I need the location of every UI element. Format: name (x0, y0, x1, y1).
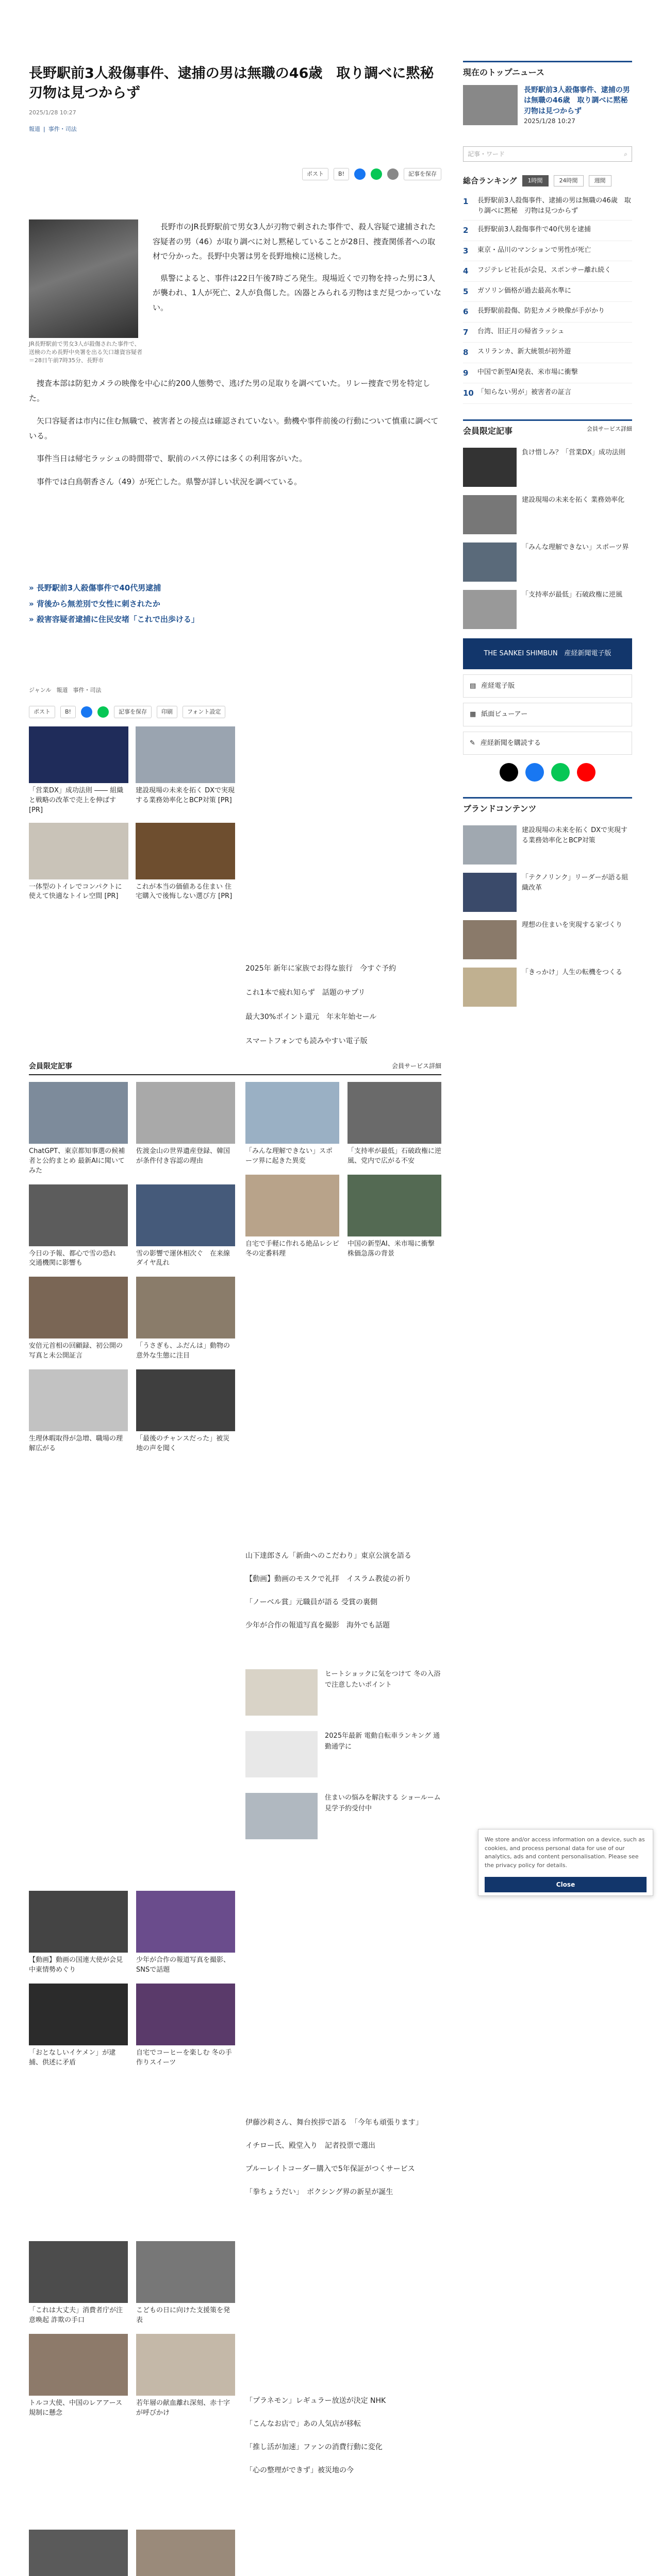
tab-24h[interactable]: 24時間 (554, 175, 584, 187)
x-icon[interactable] (500, 763, 518, 782)
member-card[interactable]: 生理休暇取得が急増、職場の理解広がる (29, 1369, 128, 1454)
ad-link[interactable]: これ1本で疲れ知らず 話題のサプリ (245, 989, 366, 997)
member-card[interactable]: 自宅でコーヒーを楽しむ 冬の手作りスイーツ (136, 1984, 235, 2068)
text-link-list (245, 2396, 441, 2488)
paragraph: 矢口容疑者は市内に住む無職で、被害者との接点は確認されていない。動機や事件前後の行動について慎重に調べている。 (29, 416, 439, 440)
member-card[interactable]: 「最後のチャンスだった」被災地の声を聞く (136, 1369, 235, 1454)
text-link[interactable]: 「こんなお店で」あの人気店が移転 (245, 2420, 361, 2428)
brand-item[interactable]: 理想の住まいを実現する家づくり (463, 916, 632, 963)
category-link[interactable]: 事件・司法 (48, 126, 77, 133)
ad-link[interactable]: 2025年 新年に家族でお得な旅行 今すぐ予約 (245, 964, 396, 973)
member-grid-2 (29, 1891, 235, 2067)
tab-week[interactable]: 週間 (589, 175, 611, 187)
member-card[interactable]: 「みんな理解できない」スポーツ界に起きた異変 (245, 1082, 339, 1166)
paragraph: 県警によると、事件は22日午後7時ごろ発生。現場近くで刃物を持った男に3人が襲われ、1人が死亡、2人が負傷した。凶器とみられる刃物はまだ見つかっていない。 (153, 273, 441, 312)
text-link[interactable]: 「拳ちょうだい」 ボクシング界の新星が誕生 (245, 2188, 393, 2196)
search-input[interactable]: 記事・ワード ⌕ (463, 146, 632, 162)
related-link[interactable]: » 長野駅前3人殺傷事件で40代男逮捕 (29, 583, 161, 592)
text-link[interactable]: 「心の整理ができず」被災地の今 (245, 2466, 354, 2475)
member-grid-3 (29, 2241, 235, 2418)
article-lead (153, 219, 441, 322)
ranking-item[interactable]: 6 長野駅前殺傷、防犯カメラ映像が手がかり (463, 302, 632, 323)
side-member-item[interactable]: 負け惜しみ？「営業DX」成功法則 (463, 444, 632, 491)
ranking-header: 総合ランキング 1時間 24時間 週間 (463, 175, 632, 187)
member-card[interactable] (29, 2530, 128, 2576)
text-link[interactable]: 「プラネモン」レギュラー放送が決定 NHK (245, 2397, 386, 2405)
member-card[interactable]: 佐渡金山の世界遺産登録、韓国が条件付き容認の理由 (136, 1082, 235, 1176)
promo-item[interactable]: 住まいの悩みを解決する ショールーム見学予約受付中 (245, 1793, 441, 1839)
tab-1h[interactable]: 1時間 (522, 175, 549, 187)
article-title: 長野駅前3人殺傷事件、逮捕の男は無職の46歳 取り調べに黙秘 刃物は見つからず (29, 65, 448, 101)
member-card[interactable]: トルコ大使、中国のレアアース規制に懸念 (29, 2334, 128, 2418)
ad-link[interactable]: 最大30%ポイント還元 年末年始セール (245, 1013, 377, 1021)
member-card[interactable]: 「これは大丈夫」消費者庁が注意喚起 詐欺の手口 (29, 2241, 128, 2326)
member-card[interactable]: 中国の新型AI、米市場に衝撃 株価急落の背景 (347, 1175, 441, 1259)
mail-icon[interactable] (387, 168, 399, 180)
viewer-icon: ▦ (470, 710, 476, 719)
save-button[interactable]: 記事を保存 (114, 706, 152, 718)
sidebar-heading: ブランドコンテンツ (463, 797, 632, 815)
subscribe-icon: ✎ (470, 739, 475, 747)
member-card[interactable]: 雪の影響で運休相次ぐ 在来線ダイヤ乱れ (136, 1184, 235, 1269)
member-card[interactable]: 自宅で手軽に作れる絶品レシピ 冬の定番料理 (245, 1175, 339, 1259)
ranking-item[interactable]: 7 台湾、旧正月の帰省ラッシュ (463, 323, 632, 343)
brand-item[interactable]: 「テクノリンク」リーダーが語る組織改革 (463, 869, 632, 916)
photo-caption: JR長野駅前で男女3人が殺傷された事件で、送検のため長野中央署を出る矢口雄資容疑者＝28日午前7時35分、長野市 (29, 341, 142, 364)
newspaper-icon: ▤ (470, 682, 476, 690)
ranking-item[interactable]: 8 スリランカ、新大統領が初外遊 (463, 343, 632, 363)
member-card[interactable]: 今日の予報、都心で雪の恐れ 交通機関に影響も (29, 1184, 128, 1269)
text-link[interactable]: イチロー氏、殿堂入り 記者投票で選出 (245, 2142, 375, 2150)
promo-item[interactable]: 2025年最新 電動自転車ランキング 通勤通学に (245, 1731, 441, 1777)
article-photo[interactable] (29, 219, 138, 338)
ad-text-links (245, 963, 441, 1060)
text-link[interactable]: 【動画】動画のモスクで礼拝 イスラム教徒の祈り (245, 1575, 411, 1583)
sankei-banner[interactable]: THE SANKEI SHIMBUN 産経新聞電子版 (463, 638, 632, 669)
brand-item[interactable]: 「きっかけ」人生の転機をつくる (463, 963, 632, 1011)
facebook-icon[interactable] (525, 763, 544, 782)
hatena-button[interactable]: B! (334, 168, 349, 180)
member-card[interactable]: 「おとなしいイケメン」が逮捕、供述に矛盾 (29, 1984, 128, 2068)
member-card[interactable]: 少年が合作の報道写真を撮影、SNSで話題 (136, 1891, 235, 1975)
tag-list: ジャンル 報道 事件・司法 (29, 686, 102, 695)
line-icon[interactable] (551, 763, 570, 782)
tag-link[interactable]: 事件・司法 (73, 687, 102, 693)
side-member-list (463, 444, 632, 633)
save-button[interactable]: 記事を保存 (404, 168, 441, 180)
ad-card[interactable]: これが本当の価値ある住まい 住宅購入で後悔しない選び方 [PR] (136, 823, 235, 902)
ranking-list (463, 192, 632, 404)
sidebar-heading: 現在のトップニュース (463, 61, 632, 79)
member-card[interactable]: ChatGPT、東京都知事選の候補者と公約まとめ 最新AIに聞いてみた (29, 1082, 128, 1176)
ranking-item[interactable]: 9 中国で新型AI発表、米市場に衝撃 (463, 363, 632, 384)
paragraph: 捜査本部は防犯カメラの映像を中心に約200人態勢で、逃げた男の足取りを調べていた。リレー捜査で男を特定した。 (29, 379, 431, 403)
ranking-item[interactable]: 2 長野駅前3人殺傷事件で40代男を逮捕 (463, 221, 632, 241)
article-body (29, 376, 441, 497)
line-icon[interactable] (371, 168, 382, 180)
sns-row (463, 763, 632, 782)
member-grid (29, 1082, 235, 1454)
paragraph: 事件当日は帰宅ラッシュの時間帯で、駅前のバス停には多くの利用客がいた。 (37, 454, 307, 463)
paragraph: 事件では白鳥朝香さん（49）が死亡した。県警が詳しい状況を調べている。 (37, 477, 302, 486)
related-link[interactable]: » 殺害容疑者逮捕に住民安堵「これで出歩ける」 (29, 615, 199, 624)
member-card[interactable]: 安倍元首相の回顧録、初公開の写真と未公開証言 (29, 1277, 128, 1361)
more-link[interactable]: 会員サービス詳細 (587, 425, 632, 432)
ranking-item[interactable]: 1 長野駅前3人殺傷事件、逮捕の男は無職の46歳 取り調べに黙秘 刃物は見つからず (463, 192, 632, 221)
member-grid-4 (29, 2530, 235, 2576)
member-card[interactable]: 「うさぎも、ふだんは」動物の意外な生態に注目 (136, 1277, 235, 1361)
member-card[interactable]: 【動画】動画の国連大使が会見 中東情勢めぐり (29, 1891, 128, 1975)
youtube-icon[interactable] (577, 763, 595, 782)
ranking-item[interactable]: 10 「知らない男が」被害者の証言 (463, 383, 632, 404)
close-button[interactable]: Close (485, 1877, 647, 1892)
ranking-item[interactable]: 3 東京・品川のマンションで男性が死亡 (463, 241, 632, 262)
member-grid-right (245, 1082, 441, 1259)
side-link[interactable]: ▤ 産経電子版 (463, 674, 632, 698)
line-icon[interactable] (97, 706, 109, 718)
sidebar-heading: 会員限定記事 会員サービス詳細 (463, 419, 632, 437)
post-button[interactable]: ポスト (29, 706, 55, 718)
member-card[interactable]: 若年層の献血離れ深刻、赤十字が呼びかけ (136, 2334, 235, 2418)
side-member-item[interactable]: 建設現場の未来を拓く 業務効率化 (463, 491, 632, 538)
side-member-item[interactable]: 「みんな理解できない」スポーツ界 (463, 538, 632, 586)
search-icon[interactable]: ⌕ (624, 150, 627, 158)
post-button[interactable]: ポスト (302, 168, 328, 180)
related-links (29, 582, 441, 630)
sidebar (463, 61, 635, 1011)
paragraph: 長野市のJR長野駅前で男女3人が刃物で刺された事件で、殺人容疑で逮捕された容疑者の男（46）が取り調べに対し黙秘していることが28日、捜査関係者への取材で分かった。長野中央署は男を長野地検に送検した。 (153, 222, 436, 261)
text-link[interactable]: 山下達郎さん「新曲へのこだわり」東京公演を語る (245, 1552, 411, 1560)
cookie-popup: We store and/or access information on a device, such as cookies, and process personal data for use of our analytics, ads and content personalisation. Please see the privacy policy for details. Close (478, 1829, 653, 1896)
related-link[interactable]: » 背後から無差別で女性に刺されたか (29, 599, 160, 608)
facebook-icon[interactable] (81, 706, 92, 718)
text-link-list (245, 1551, 441, 1643)
text-link[interactable]: 「ノーベル賞」元職員が語る 受賞の裏側 (245, 1598, 378, 1606)
hatena-button[interactable]: B! (60, 706, 76, 718)
brand-item[interactable]: 建設現場の未来を拓く DXで実現する業務効率化とBCP対策 (463, 821, 632, 869)
font-setting-button[interactable]: フォント設定 (183, 706, 225, 718)
member-card[interactable]: 「支持率が最低」石破政権に逆風、党内で広がる不安 (347, 1082, 441, 1166)
brand-list (463, 821, 632, 1011)
text-link[interactable]: 少年が合作の報道写真を撮影 海外でも話題 (245, 1621, 390, 1630)
ranking-item[interactable]: 4 フジテレビ社長が会見、スポンサー離れ続く (463, 261, 632, 282)
ad-card[interactable]: 「営業DX」成功法則 ―― 組織と戦略の改革で売上を伸ばす [PR] (29, 726, 128, 816)
member-card[interactable]: こどもの日に向けた支援策を発表 (136, 2241, 235, 2326)
text-link[interactable]: 伊藤沙莉さん、舞台挨拶で語る 「今年も頑張ります」 (245, 2119, 423, 2127)
ranking-item[interactable]: 5 ガソリン価格が過去最高水準に (463, 282, 632, 302)
print-button[interactable]: 印刷 (157, 706, 177, 718)
top-news-item[interactable]: 長野駅前3人殺傷事件、逮捕の男は無職の46歳 取り調べに黙秘 刃物は見つからず 2025/1/28 10:27 (463, 85, 632, 126)
share-bar-bottom (29, 706, 441, 718)
tag-link[interactable]: 報道 (56, 687, 68, 693)
text-link[interactable]: 「推し活が加速」ファンの消費行動に変化 (245, 2443, 383, 2451)
category-link[interactable]: 報道 (29, 126, 40, 133)
side-link[interactable]: ✎ 産経新聞を購読する (463, 732, 632, 755)
side-link[interactable]: ▦ 紙面ビューアー (463, 703, 632, 726)
more-link[interactable]: 会員サービス詳細 (391, 1062, 441, 1070)
share-bar (302, 168, 441, 180)
facebook-icon[interactable] (354, 168, 366, 180)
article-categories: 報道 | 事件・司法 (29, 125, 441, 134)
section-header: 会員限定記事 会員サービス詳細 (29, 1061, 441, 1075)
ad-card[interactable]: 一体型のトイレでコンパクトに使えて快適なトイレ空間 [PR] (29, 823, 128, 902)
promo-item[interactable]: ヒートショックに気をつけて 冬の入浴で注意したいポイント (245, 1669, 441, 1716)
ad-card[interactable]: 建設現場の未来を拓く DXで実現する業務効率化とBCP対策 [PR] (136, 726, 235, 816)
ad-link[interactable]: スマートフォンでも読みやすい電子版 (245, 1037, 368, 1045)
text-link-list (245, 2117, 441, 2210)
text-link[interactable]: プルーレイトコーダー購入で5年保証がつくサービス (245, 2165, 415, 2173)
ad-grid (29, 726, 235, 902)
article-date: 2025/1/28 10:27 (29, 109, 76, 116)
member-card[interactable] (136, 2530, 235, 2576)
side-member-item[interactable]: 「支持率が最低」石破政権に逆風 (463, 586, 632, 633)
